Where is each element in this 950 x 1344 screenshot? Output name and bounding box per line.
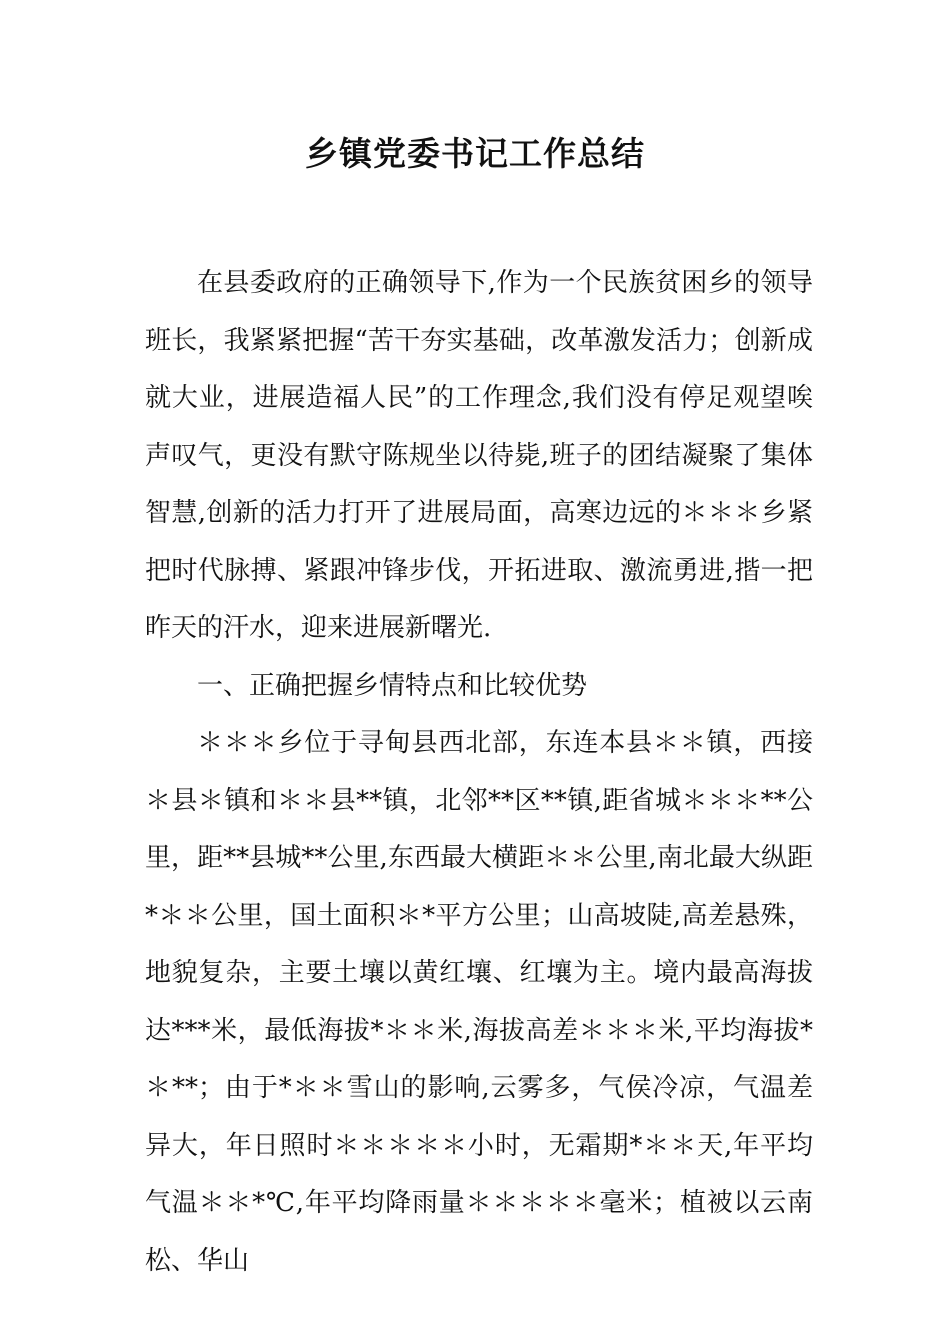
section-paragraph: ＊＊＊乡位于寻甸县西北部，东连本县＊＊镇，西接＊县＊镇和＊＊县**镇，北邻**区**镇,距省城＊＊＊**公里，距**县城**公里,东西最大横距＊＊公里,南北最大纵距*＊＊公里，国土面积＊*平方公里；山高坡陡,高差悬殊，地貌复杂，主要土壤以黄红壤、红壤为主。境内最高海拔达***米，最低海拔*＊＊米,海拔高差＊＊＊米,平均海拔*＊**；由于*＊＊雪山的影响,云雾多，气侯冷凉，气温差异大，年日照时＊＊＊＊＊小时，无霜期*＊＊天,年平均气温＊＊*℃,年平均降雨量＊＊＊＊＊毫米；植被以云南松、华山 <box>145 728 813 1276</box>
document-title: 乡镇党委书记工作总结 <box>305 134 645 173</box>
document-body <box>145 255 813 1290</box>
intro-paragraph: 在县委政府的正确领导下,作为一个民族贫困乡的领导班长，我紧紧把握“苦干夯实基础，改革激发活力；创新成就大业，进展造福人民”的工作理念,我们没有停足观望唉声叹气，更没有默守陈规坐以待毙,班子的团结凝聚了集体智慧,创新的活力打开了进展局面，高寒边远的＊＊＊乡紧把时代脉搏、紧跟冲锋步伐，开拓进取、激流勇进,揩一把昨天的汗水，迎来进展新曙光. <box>145 268 813 643</box>
section-heading: 一、正确把握乡情特点和比较优势 <box>197 670 588 701</box>
